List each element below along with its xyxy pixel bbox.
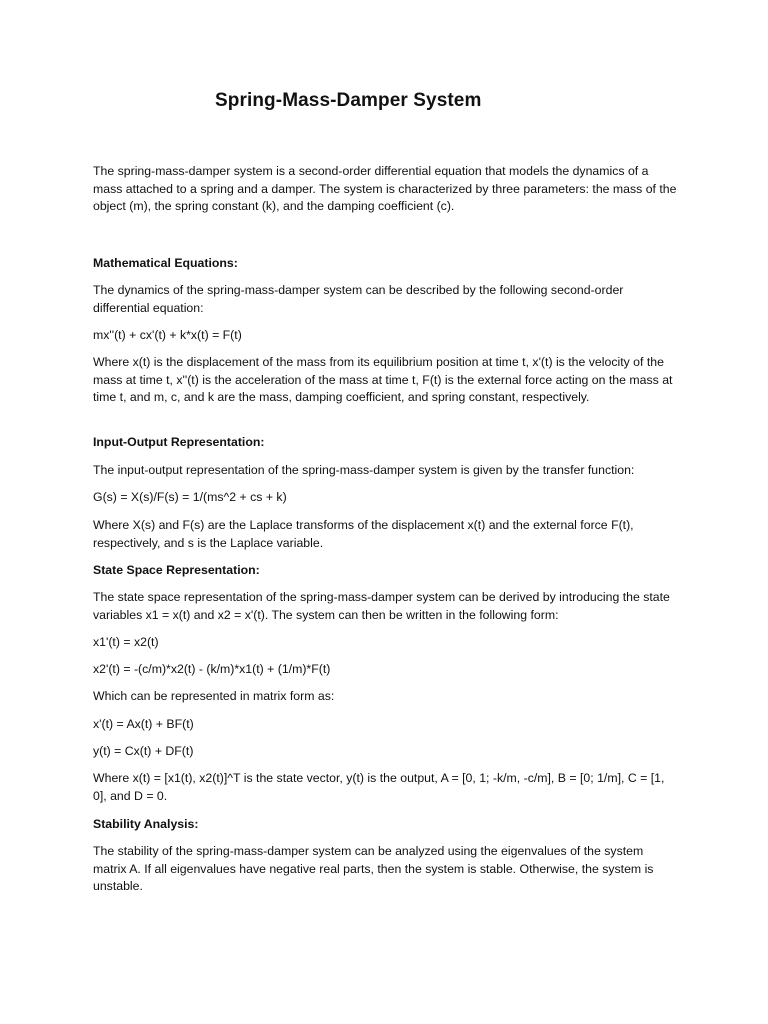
section3-paragraph: The state space representation of the spring-mass-damper system can be derived by introducing the state variables x1 = x(t) and x2 = x'(t). The system can then be written in the following form: — [93, 590, 670, 622]
section-heading-input-output: Input-Output Representation: — [93, 435, 265, 449]
state-equation-2: x2'(t) = -(c/m)*x2(t) - (k/m)*x1(t) + (1/m)*F(t) — [93, 662, 331, 676]
state-equation-1: x1'(t) = x2(t) — [93, 635, 159, 649]
section2-explanation: Where X(s) and F(s) are the Laplace transforms of the displacement x(t) and the external force F(t), respectively, and s is the Laplace variable. — [93, 518, 634, 550]
section2-paragraph: The input-output representation of the spring-mass-damper system is given by the transfer function: — [93, 463, 635, 477]
section-heading-state-space: State Space Representation: — [93, 563, 260, 577]
intro-paragraph: The spring-mass-damper system is a second-order differential equation that models the dynamics of a mass attached to a spring and a damper. The system is characterized by three parameters: the mass of the object (m), the spring constant (k), and the damping coefficient (c). — [93, 164, 677, 213]
section4-paragraph: The stability of the spring-mass-damper system can be analyzed using the eigenvalues of the system matrix A. If all eigenvalues have negative real parts, then the system is stable. Otherwise, the system is unstable. — [93, 844, 654, 893]
section1-paragraph: The dynamics of the spring-mass-damper system can be described by the following second-order differential equation: — [93, 283, 624, 315]
section-heading-stability: Stability Analysis: — [93, 817, 199, 831]
output-equation: y(t) = Cx(t) + DF(t) — [93, 744, 194, 758]
section1-explanation: Where x(t) is the displacement of the mass from its equilibrium position at time t, x'(t) is the velocity of the mass at time t, x''(t) is the acceleration of the mass at time t, F(t) is the external force acting on the mass at time t, and m, c, and k are the mass, damping coefficient, and spring constant, respectively. — [93, 355, 673, 404]
section-heading-mathematical-equations: Mathematical Equations: — [93, 256, 238, 270]
transfer-function-equation: G(s) = X(s)/F(s) = 1/(ms^2 + cs + k) — [93, 490, 287, 504]
document-title: Spring-Mass-Damper System — [215, 90, 482, 111]
state-equation-3: x'(t) = Ax(t) + BF(t) — [93, 717, 194, 731]
matrix-form-intro: Which can be represented in matrix form as: — [93, 689, 335, 703]
section3-explanation: Where x(t) = [x1(t), x2(t)]^T is the state vector, y(t) is the output, A = [0, 1; -k/m, -c/m], B = [0; 1/m], C = [1, 0], and D = 0. — [93, 771, 665, 803]
differential-equation: mx''(t) + cx'(t) + k*x(t) = F(t) — [93, 328, 242, 342]
